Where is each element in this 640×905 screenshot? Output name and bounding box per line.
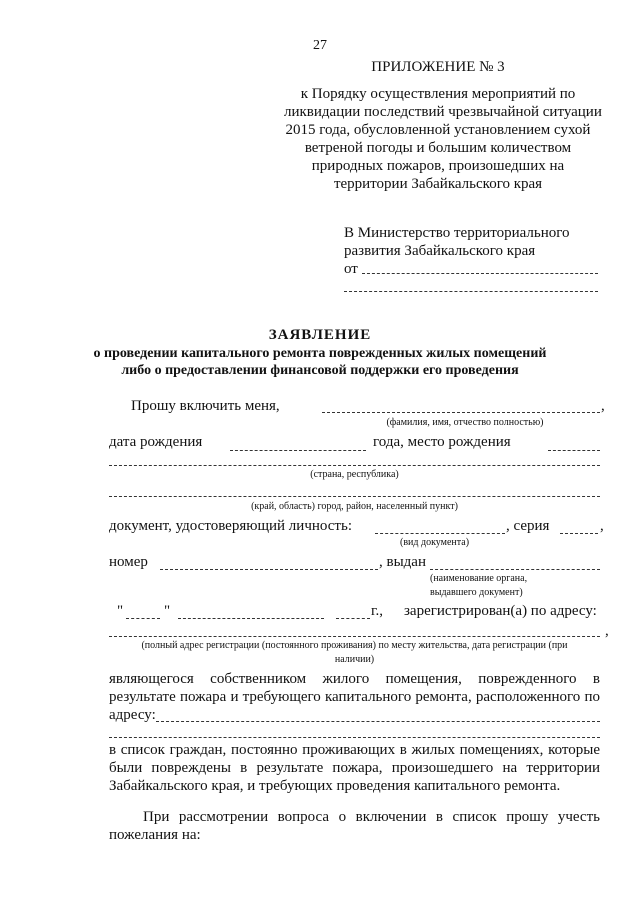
quote-close: " — [164, 603, 171, 619]
hint-address: наличии) — [334, 654, 375, 665]
birth-date-field-line[interactable] — [230, 450, 366, 451]
number-label: номер — [109, 554, 148, 570]
year-suffix: г., — [371, 603, 383, 619]
birth-place-label: года, место рождения — [373, 434, 511, 450]
property-address-field-line[interactable] — [156, 721, 600, 722]
birth-place-field-line[interactable] — [548, 450, 600, 451]
appendix-title: ПРИЛОЖЕНИЕ № 3 — [371, 59, 505, 75]
wish-line: пожелания на: — [109, 827, 201, 843]
page-number: 27 — [313, 38, 327, 53]
comma: , — [601, 398, 605, 414]
series-label: , серия — [506, 518, 550, 534]
hint-issuer: выдавшего документ) — [430, 587, 523, 598]
hint-address: (полный адрес регистрации (постоянного проживания) по месту жительства, дата регистрации (при — [141, 640, 568, 651]
year-field-line[interactable] — [336, 618, 370, 619]
appendix-line: ликвидации последствий чрезвычайной ситуации — [284, 104, 602, 120]
issuer-field-line[interactable] — [430, 569, 600, 570]
document-title: ЗАЯВЛЕНИЕ — [268, 327, 372, 343]
owner-line: являющегося собственником жилого помещения, поврежденного в — [109, 671, 600, 687]
document-subtitle: либо о предоставлении финансовой поддержки его проведения — [121, 363, 519, 378]
fio-field-line[interactable] — [322, 412, 600, 413]
list-line: Забайкальского края, и требующих проведения капитального ремонта. — [109, 778, 561, 794]
appendix-line: ветреной погоды и большим количеством — [304, 140, 572, 156]
hint-region: (край, область) город, район, населенный пункт) — [251, 501, 458, 512]
list-line: были повреждены в результате пожара, произошедшего на территории — [109, 760, 600, 776]
wish-line: При рассмотрении вопроса о включении в список прошу учесть — [143, 809, 600, 825]
property-address-field-line[interactable] — [109, 737, 600, 738]
hint-country: (страна, республика) — [310, 469, 399, 480]
quote-open: " — [117, 603, 124, 619]
id-document-label: документ, удостоверяющий личность: — [109, 518, 352, 534]
appendix-line: к Порядку осуществления мероприятий по — [300, 86, 576, 102]
addressee-line: развития Забайкальского края — [344, 243, 536, 259]
hint-fio: (фамилия, имя, отчество полностью) — [386, 417, 544, 428]
comma: , — [600, 518, 604, 534]
day-field-line[interactable] — [126, 618, 160, 619]
owner-line: результате пожара и требующего капитального ремонта, расположенного по — [109, 689, 600, 705]
comma: , — [605, 623, 609, 639]
issued-label: , выдан — [379, 554, 426, 570]
address-field-line[interactable] — [109, 636, 600, 637]
hint-doc-type: (вид документа) — [400, 537, 470, 548]
addressee-from-label: от — [344, 261, 358, 277]
appendix-line: природных пожаров, произошедших на — [311, 158, 565, 174]
list-line: в список граждан, постоянно проживающих в жилых помещениях, которые — [109, 742, 600, 758]
hint-issuer: (наименование органа, — [430, 573, 528, 584]
appendix-line: территории Забайкальского края — [333, 176, 543, 192]
from-blank-line — [344, 291, 598, 292]
addressee-line: В Министерство территориального — [344, 225, 570, 241]
document-subtitle: о проведении капитального ремонта поврежденных жилых помещений — [93, 346, 547, 361]
from-blank-line — [362, 273, 598, 274]
number-field-line[interactable] — [160, 569, 378, 570]
country-field-line[interactable] — [109, 465, 600, 466]
birth-date-label: дата рождения — [109, 434, 203, 450]
registered-label: зарегистрирован(а) по адресу: — [404, 603, 597, 619]
appendix-line: 2015 года, обусловленной установлением сухой — [285, 122, 591, 138]
month-field-line[interactable] — [178, 618, 324, 619]
series-field-line[interactable] — [560, 533, 598, 534]
region-field-line[interactable] — [109, 496, 600, 497]
request-label: Прошу включить меня, — [131, 398, 280, 414]
doc-type-field-line[interactable] — [375, 533, 505, 534]
owner-address-label: адресу: — [109, 707, 156, 723]
